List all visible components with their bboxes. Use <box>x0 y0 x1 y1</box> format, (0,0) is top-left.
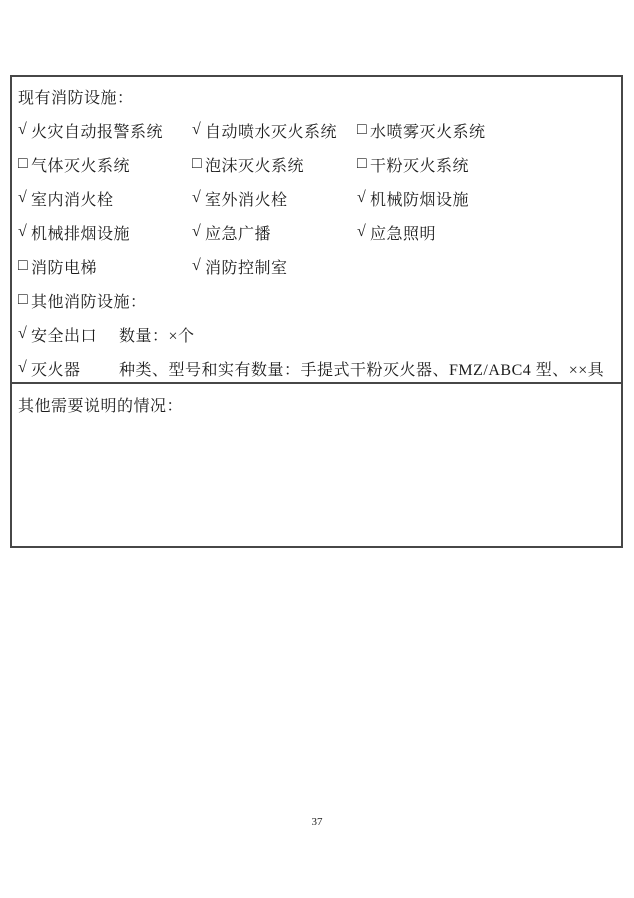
facility-item <box>192 153 357 176</box>
facility-row <box>18 215 615 249</box>
check-mark-icon: √ <box>192 257 202 274</box>
other-facility-row <box>18 283 615 317</box>
check-mark-icon: √ <box>18 223 28 240</box>
facility-row <box>18 113 615 147</box>
facility-label: 泡沫灭火系统 <box>205 157 305 175</box>
facility-label: 安全出口 <box>31 327 98 345</box>
facility-item <box>357 153 615 176</box>
checkbox-icon: □ <box>18 291 29 308</box>
check-mark-icon: √ <box>18 325 28 342</box>
facilities-section-title: 现有消防设施： <box>18 89 134 107</box>
check-mark-icon: √ <box>18 189 28 206</box>
facility-item <box>192 221 357 244</box>
facility-label: 火灾自动报警系统 <box>31 123 164 141</box>
facility-row <box>18 249 615 283</box>
facility-item <box>18 153 192 176</box>
facility-item <box>18 289 147 312</box>
facility-label: 自动喷水灭火系统 <box>205 123 338 141</box>
checkbox-icon: □ <box>18 257 29 274</box>
facility-item <box>18 323 119 346</box>
checkbox-icon: □ <box>18 155 29 172</box>
safety-exit-row <box>18 317 615 351</box>
page-number: 37 <box>311 816 323 828</box>
facility-item <box>357 221 615 244</box>
check-mark-icon: √ <box>18 121 28 138</box>
section-title-row <box>18 79 615 113</box>
check-mark-icon: √ <box>192 223 202 240</box>
check-mark-icon: √ <box>357 223 367 240</box>
notes-section <box>12 384 621 544</box>
facility-label: 消防控制室 <box>205 259 288 277</box>
checkbox-icon: □ <box>357 155 368 172</box>
notes-section-title: 其他需要说明的情况： <box>18 398 184 415</box>
facility-item <box>18 119 192 142</box>
check-mark-icon: √ <box>357 189 367 206</box>
facility-item <box>357 119 615 142</box>
facility-item <box>192 187 357 210</box>
facility-label: 干粉灭火系统 <box>370 157 470 175</box>
fire-facilities-table <box>10 75 623 548</box>
facility-label: 气体灭火系统 <box>31 157 131 175</box>
check-mark-icon: √ <box>192 121 202 138</box>
check-mark-icon: √ <box>18 359 28 376</box>
facility-label: 机械排烟设施 <box>31 225 131 243</box>
facility-label: 应急照明 <box>370 225 437 243</box>
facility-item <box>18 357 119 380</box>
facility-item <box>18 255 192 278</box>
facility-item <box>18 221 192 244</box>
facility-label: 水喷雾灭火系统 <box>370 123 486 141</box>
facilities-section <box>12 77 621 384</box>
facility-item <box>192 255 357 278</box>
facility-row <box>18 181 615 215</box>
facility-item <box>18 187 192 210</box>
facility-label: 室内消火栓 <box>31 191 114 209</box>
facility-label: 灭火器 <box>31 361 81 379</box>
checkbox-icon: □ <box>357 121 368 138</box>
checkbox-icon: □ <box>192 155 203 172</box>
facility-label: 机械防烟设施 <box>370 191 470 209</box>
extinguisher-detail: 种类、型号和实有数量：手提式干粉灭火器、FMZ/ABC4 型、××具 <box>119 361 605 379</box>
facility-label: 其他消防设施： <box>31 293 147 311</box>
facility-item <box>192 119 357 142</box>
check-mark-icon: √ <box>192 189 202 206</box>
facility-label: 应急广播 <box>205 225 272 243</box>
facility-item <box>357 187 615 210</box>
facility-row <box>18 147 615 181</box>
safety-exit-quantity: 数量：×个 <box>119 327 195 345</box>
facility-label: 室外消火栓 <box>205 191 288 209</box>
extinguisher-row <box>18 351 615 384</box>
facility-label: 消防电梯 <box>31 259 98 277</box>
